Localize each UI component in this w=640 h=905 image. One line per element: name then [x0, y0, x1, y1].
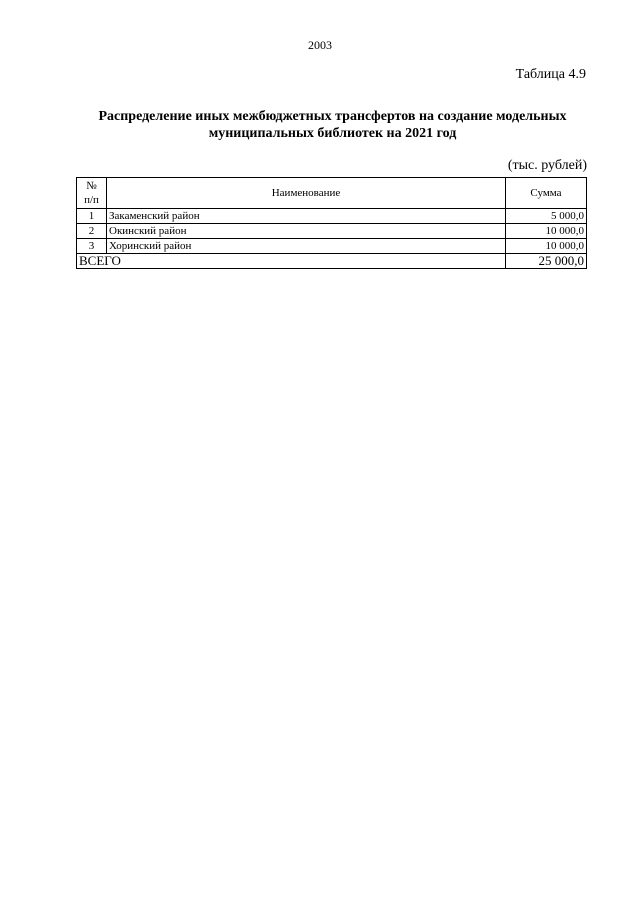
units-label: (тыс. рублей) [507, 158, 587, 173]
row-number: 2 [77, 224, 107, 239]
table-row [77, 239, 587, 254]
header-sum: Сумма [506, 178, 587, 209]
row-number: 3 [77, 239, 107, 254]
table-row [77, 224, 587, 239]
row-name: Окинский район [107, 224, 506, 239]
total-row [77, 254, 587, 269]
row-name: Хоринский район [107, 239, 506, 254]
total-label: ВСЕГО [77, 254, 506, 269]
total-sum: 25 000,0 [506, 254, 587, 269]
row-sum: 10 000,0 [506, 224, 587, 239]
table-header-row [77, 178, 587, 209]
row-name: Закаменский район [107, 209, 506, 224]
header-name: Наименование [107, 178, 506, 209]
header-number: № п/п [77, 178, 107, 209]
page-number: 2003 [308, 38, 332, 52]
title-line-1: Распределение иных межбюджетных трансфертов на создание модельных [98, 109, 567, 124]
document-title [60, 108, 605, 142]
table-label: Таблица 4.9 [515, 67, 586, 82]
title-line-2: муниципальных библиотек на 2021 год [208, 126, 457, 141]
row-sum: 10 000,0 [506, 239, 587, 254]
transfers-table [76, 177, 587, 269]
row-number: 1 [77, 209, 107, 224]
table-row [77, 209, 587, 224]
row-sum: 5 000,0 [506, 209, 587, 224]
